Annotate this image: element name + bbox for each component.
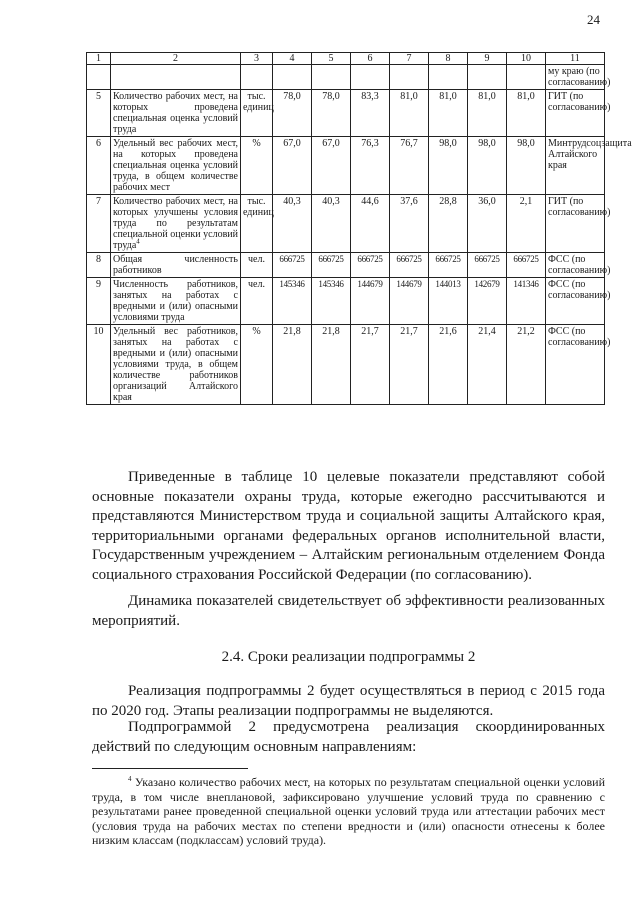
row-number-cell: 7 xyxy=(87,195,111,253)
paragraph-text: Реализация подпрограммы 2 будет осуществляться в период с 2015 года по 2020 год. Этапы реализации подпрограммы не выделяются. xyxy=(92,683,605,719)
paragraph-target-indicators xyxy=(92,468,605,585)
unit-cell: % xyxy=(241,137,273,195)
table-cell xyxy=(241,65,273,90)
table-header-row xyxy=(87,53,605,65)
footnote-divider xyxy=(92,768,248,769)
table-cell xyxy=(273,65,312,90)
column-header: 5 xyxy=(312,53,351,65)
paragraph-dynamics xyxy=(92,592,605,631)
unit-cell: % xyxy=(241,325,273,405)
table-cell xyxy=(87,65,111,90)
value-cell: 40,3 xyxy=(312,195,351,253)
value-cell: 666725 xyxy=(312,253,351,278)
indicator-name-cell xyxy=(111,278,241,325)
table-cell xyxy=(390,65,429,90)
row-number-cell: 9 xyxy=(87,278,111,325)
table-cell xyxy=(429,65,468,90)
value-cell: 145346 xyxy=(273,278,312,325)
value-cell: 666725 xyxy=(351,253,390,278)
indicator-name: Количество рабочих мест, на которых проведена специальная оценка условий труда xyxy=(113,91,238,135)
section-heading: 2.4. Сроки реализации подпрограммы 2 xyxy=(221,649,476,665)
column-header: 7 xyxy=(390,53,429,65)
value-cell: 78,0 xyxy=(312,90,351,137)
table-row xyxy=(87,325,605,405)
unit-cell: тыс. единиц xyxy=(241,195,273,253)
paragraph-text: Динамика показателей свидетельствует об эффективности реализованных мероприятий. xyxy=(92,593,605,629)
value-cell: 76,7 xyxy=(390,137,429,195)
indicator-name-cell xyxy=(111,90,241,137)
table-row xyxy=(87,137,605,195)
value-cell: 666725 xyxy=(273,253,312,278)
table-row xyxy=(87,253,605,278)
indicator-name-cell xyxy=(111,253,241,278)
column-header: 3 xyxy=(241,53,273,65)
indicator-name: Удельный вес рабочих мест, на которых проведена специальная оценка условий труда, в общем количестве рабочих мест xyxy=(113,138,238,193)
column-header: 4 xyxy=(273,53,312,65)
value-cell: 666725 xyxy=(507,253,546,278)
indicator-name: Численность работников, занятых на работах с вредными и (или) опасными условиями труда xyxy=(113,279,238,323)
responsible-cell: ГИТ (по согласованию) xyxy=(546,90,605,137)
row-number-cell: 6 xyxy=(87,137,111,195)
indicator-name-cell xyxy=(111,137,241,195)
value-cell: 21,4 xyxy=(468,325,507,405)
footnote xyxy=(92,775,605,848)
table-row xyxy=(87,90,605,137)
row-number-cell: 5 xyxy=(87,90,111,137)
column-header: 1 xyxy=(87,53,111,65)
value-cell: 36,0 xyxy=(468,195,507,253)
value-cell: 142679 xyxy=(468,278,507,325)
table-cell xyxy=(468,65,507,90)
value-cell: 83,3 xyxy=(351,90,390,137)
value-cell: 2,1 xyxy=(507,195,546,253)
value-cell: 666725 xyxy=(390,253,429,278)
indicator-name-cell xyxy=(111,195,241,253)
value-cell: 37,6 xyxy=(390,195,429,253)
indicator-name: Удельный вес работников, занятых на работах с вредными и (или) опасными условиями труда, в общем количестве работников организаций Алтайского края xyxy=(113,326,238,403)
responsible-cell: ГИТ (по согласованию) xyxy=(546,195,605,253)
responsible-cell: ФСС (по согласованию) xyxy=(546,253,605,278)
unit-cell: чел. xyxy=(241,253,273,278)
column-header: 11 xyxy=(546,53,605,65)
value-cell: 98,0 xyxy=(507,137,546,195)
responsible-cell: Минтрудсоцзащита Алтайского края xyxy=(546,137,605,195)
value-cell: 21,8 xyxy=(273,325,312,405)
table-row xyxy=(87,278,605,325)
table-row xyxy=(87,195,605,253)
paragraph-period xyxy=(92,682,605,721)
unit-cell: тыс. единиц xyxy=(241,90,273,137)
indicators-table xyxy=(86,52,632,405)
value-cell: 144679 xyxy=(351,278,390,325)
value-cell: 145346 xyxy=(312,278,351,325)
value-cell: 666725 xyxy=(468,253,507,278)
column-header: 8 xyxy=(429,53,468,65)
value-cell: 81,0 xyxy=(507,90,546,137)
value-cell: 76,3 xyxy=(351,137,390,195)
value-cell: 98,0 xyxy=(429,137,468,195)
table-body xyxy=(87,65,632,405)
value-cell: 67,0 xyxy=(273,137,312,195)
responsible-cell: му краю (по согласованию) xyxy=(546,65,605,90)
table-row-continuation xyxy=(87,65,605,90)
column-header: 10 xyxy=(507,53,546,65)
value-cell: 81,0 xyxy=(390,90,429,137)
column-header: 2 xyxy=(111,53,241,65)
paragraph-directions xyxy=(92,718,605,757)
value-cell: 67,0 xyxy=(312,137,351,195)
footnote-mark: 4 xyxy=(128,775,132,783)
value-cell: 28,8 xyxy=(429,195,468,253)
paragraph-text: Подпрограммой 2 предусмотрена реализация скоординированных действий по следующим основным направлениям: xyxy=(92,719,605,755)
table-cell xyxy=(351,65,390,90)
row-number-cell: 8 xyxy=(87,253,111,278)
footnote-text: Указано количество рабочих мест, на которых по результатам специальной оценки условий труда, в том числе внеплановой, зафиксировано улучшение условий труда по сравнению с результатами ранее проведенной специальной оценки условий труда или аттестации рабочих мест (условия труда на рабочих местах по степени вредности и (или) опасности отнесены к более низким классам (подклассам) условий труда). xyxy=(92,775,606,848)
table-header xyxy=(87,53,605,65)
indicator-name: Количество рабочих мест, на которых улучшены условия труда по результатам специальной оценки условий труда xyxy=(113,196,238,251)
value-cell: 40,3 xyxy=(273,195,312,253)
indicator-name: Общая численность работников xyxy=(113,254,238,276)
value-cell: 666725 xyxy=(429,253,468,278)
value-cell: 21,2 xyxy=(507,325,546,405)
value-cell: 81,0 xyxy=(468,90,507,137)
indicator-name-cell xyxy=(111,325,241,405)
column-header: 6 xyxy=(351,53,390,65)
responsible-cell: ФСС (по согласованию) xyxy=(546,325,605,405)
value-cell: 21,7 xyxy=(351,325,390,405)
row-number-cell: 10 xyxy=(87,325,111,405)
value-cell: 21,6 xyxy=(429,325,468,405)
page-number: 24 xyxy=(587,12,600,27)
table-cell xyxy=(507,65,546,90)
value-cell: 98,0 xyxy=(468,137,507,195)
unit-cell: чел. xyxy=(241,278,273,325)
value-cell: 21,7 xyxy=(390,325,429,405)
responsible-cell: ФСС (по согласованию) xyxy=(546,278,605,325)
paragraph-text: Приведенные в таблице 10 целевые показатели представляют собой основные показатели охраны труда, которые ежегодно рассчитываются и представляются Министерством труда и социальной защиты Алтайского края, территориальными органами федеральных органов исполнительной власти, Государственным учреждением – Алтайским региональным отделением Фонда социального страхования Российской Федерации (по согласованию). xyxy=(92,469,605,583)
footnote-reference: 4 xyxy=(136,237,140,246)
value-cell: 21,8 xyxy=(312,325,351,405)
column-header: 9 xyxy=(468,53,507,65)
value-cell: 141346 xyxy=(507,278,546,325)
value-cell: 44,6 xyxy=(351,195,390,253)
value-cell: 144013 xyxy=(429,278,468,325)
table-cell xyxy=(111,65,241,90)
value-cell: 144679 xyxy=(390,278,429,325)
value-cell: 78,0 xyxy=(273,90,312,137)
value-cell: 81,0 xyxy=(429,90,468,137)
table-cell xyxy=(312,65,351,90)
